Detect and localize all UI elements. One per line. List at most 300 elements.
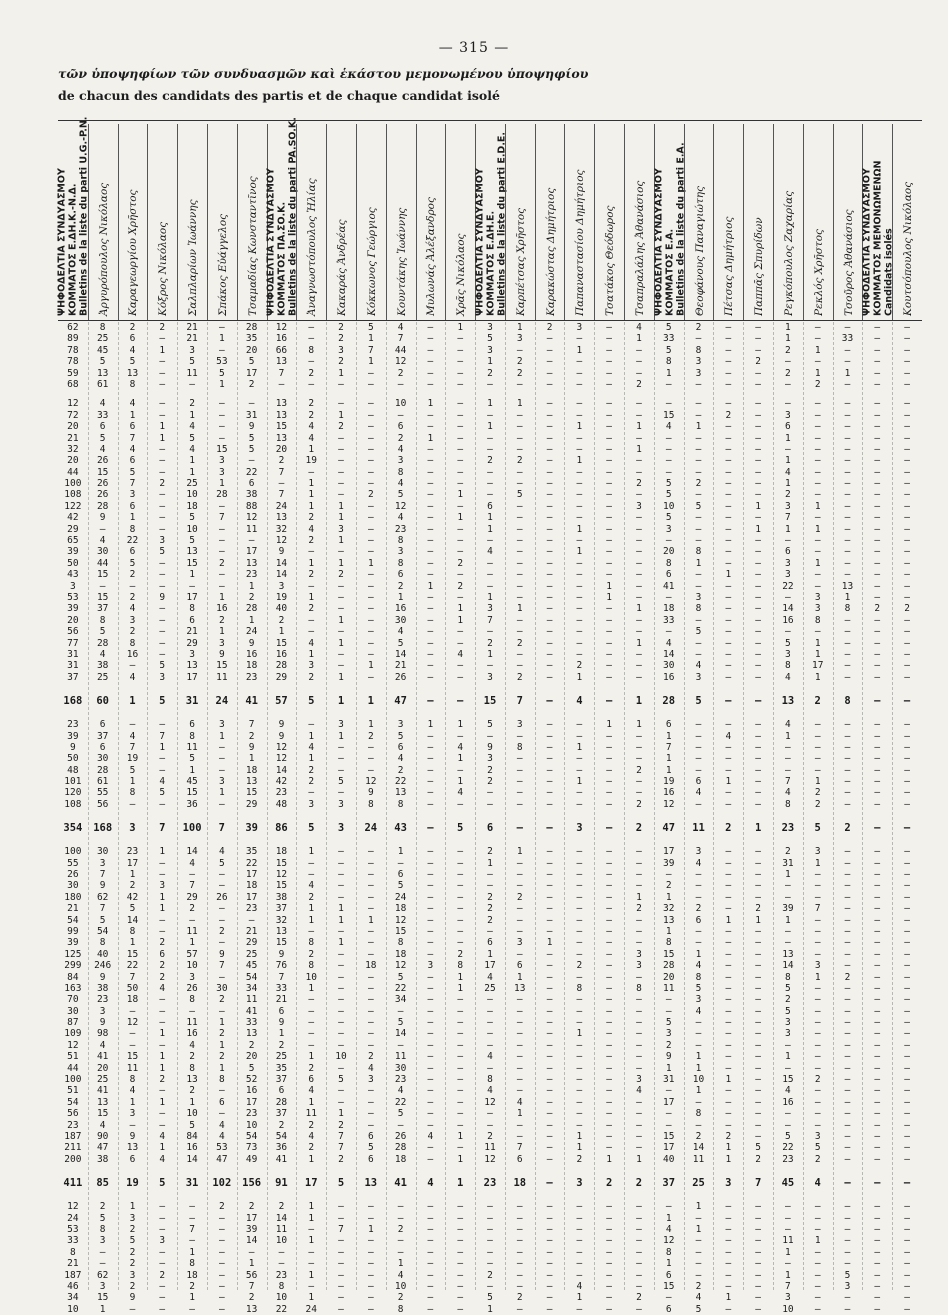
- table-cell: —: [159, 1258, 166, 1270]
- table-cell: —: [725, 603, 732, 615]
- table-cell: —: [218, 432, 225, 444]
- table-cell: 11: [126, 1062, 139, 1074]
- table-cell: —: [636, 1269, 642, 1281]
- table-cell: —: [487, 1039, 493, 1051]
- table-cell: 23: [96, 994, 109, 1006]
- table-cell: —: [904, 648, 910, 660]
- table-cell: 53: [216, 356, 228, 368]
- table-cell: —: [99, 523, 106, 535]
- table-cell: 2: [785, 994, 791, 1006]
- table-cell: —: [755, 1131, 761, 1142]
- table-cell: 6: [129, 500, 136, 512]
- table-cell: 55: [96, 787, 109, 799]
- table-cell: —: [367, 994, 374, 1006]
- table-cell: —: [606, 455, 613, 467]
- table-cell: —: [576, 1062, 583, 1074]
- table-cell: —: [725, 846, 732, 858]
- table-cell: —: [844, 994, 851, 1006]
- table-row: [58, 546, 922, 557]
- table-cell: 16: [275, 648, 288, 660]
- table-cell: —: [218, 322, 225, 333]
- table-cell: 44: [96, 557, 109, 569]
- table-cell: 6: [129, 1153, 136, 1165]
- table-cell: —: [874, 925, 881, 937]
- table-cell: 2: [487, 914, 493, 926]
- table-cell: —: [427, 869, 434, 881]
- table-cell: 3: [338, 798, 344, 810]
- table-cell: 1: [457, 489, 464, 501]
- table-cell: —: [874, 1017, 881, 1029]
- table-cell: 12: [67, 398, 79, 410]
- table-cell: —: [159, 994, 166, 1006]
- table-cell: 4: [99, 648, 106, 660]
- table-cell: 1: [635, 695, 643, 708]
- table-cell: —: [636, 741, 642, 753]
- table-cell: —: [546, 960, 553, 972]
- table-cell: —: [844, 776, 851, 788]
- table-cell: 12: [67, 1039, 79, 1051]
- table-cell: —: [546, 1280, 553, 1292]
- table-cell: —: [516, 1017, 523, 1029]
- table-cell: —: [516, 512, 523, 524]
- table-cell: —: [308, 1258, 315, 1270]
- table-cell: 53: [67, 591, 79, 603]
- table-cell: 28: [663, 960, 675, 972]
- table-cell: —: [755, 671, 761, 683]
- table-cell: —: [457, 695, 464, 708]
- table-cell: —: [844, 1051, 851, 1063]
- column-header: [296, 124, 327, 320]
- table-cell: 1: [338, 1108, 344, 1120]
- table-cell: —: [546, 1142, 553, 1154]
- table-cell: —: [606, 1258, 613, 1270]
- table-cell: —: [606, 1201, 613, 1213]
- table-cell: 1: [576, 1028, 583, 1040]
- table-cell: —: [516, 787, 523, 799]
- table-cell: —: [665, 378, 672, 390]
- table-cell: 1: [755, 914, 761, 926]
- column-header: [624, 124, 655, 320]
- table-cell: —: [874, 523, 881, 535]
- table-cell: 2: [248, 1292, 255, 1304]
- table-cell: —: [755, 925, 761, 937]
- table-cell: 15: [782, 1074, 794, 1086]
- table-cell: —: [755, 1258, 761, 1270]
- table-cell: —: [904, 455, 910, 467]
- table-cell: —: [725, 557, 732, 569]
- table-cell: —: [367, 1212, 374, 1224]
- table-cell: 4: [487, 546, 493, 558]
- table-cell: —: [844, 443, 851, 455]
- table-cell: —: [308, 614, 315, 626]
- table-cell: 1: [695, 1062, 702, 1074]
- table-cell: 40: [96, 948, 109, 960]
- table-cell: 11: [186, 1017, 198, 1029]
- party-list-label: ΨΗΦΟΔΕΛΤΙΑ ΣΥΝΔΥΑΣΜΟΥ ΚΟΜΜΑΤΟΣ Ε.ΔΗ.Ε. Bulletins de la liste du parti E.D.E.: [474, 131, 508, 316]
- table-cell: 68: [67, 378, 79, 390]
- table-cell: 4: [159, 776, 166, 788]
- table-cell: —: [218, 741, 225, 753]
- table-cell: 1: [606, 719, 613, 731]
- table-row: [58, 649, 922, 660]
- table-cell: —: [546, 356, 553, 368]
- table-cell: 6: [159, 948, 166, 960]
- table-cell: 8: [665, 356, 672, 368]
- table-cell: 1: [814, 648, 821, 660]
- table-cell: —: [814, 1005, 821, 1017]
- table-cell: 1: [367, 557, 374, 569]
- table-cell: 24: [394, 891, 407, 903]
- table-cell: —: [814, 1269, 821, 1281]
- table-cell: 5: [397, 489, 404, 501]
- table-cell: —: [516, 1062, 523, 1074]
- table-cell: —: [546, 1085, 553, 1097]
- table-cell: 156: [242, 1177, 262, 1190]
- table-cell: 7: [814, 903, 821, 915]
- table-cell: —: [338, 891, 344, 903]
- table-cell: —: [606, 333, 613, 345]
- table-cell: —: [814, 432, 821, 444]
- table-cell: 17: [186, 671, 198, 683]
- table-cell: —: [814, 546, 821, 558]
- table-cell: —: [844, 671, 851, 683]
- table-cell: —: [874, 994, 881, 1006]
- table-cell: 47: [662, 822, 676, 835]
- table-cell: —: [367, 1005, 374, 1017]
- table-cell: —: [487, 432, 493, 444]
- table-cell: —: [367, 1258, 374, 1270]
- column-divider: [147, 322, 148, 1290]
- table-cell: 1: [516, 846, 523, 858]
- table-cell: —: [457, 1212, 464, 1224]
- table-cell: —: [755, 591, 761, 603]
- table-cell: 12: [663, 1235, 675, 1247]
- column-divider: [88, 322, 89, 1290]
- table-cell: —: [576, 857, 583, 869]
- table-cell: 19: [126, 753, 139, 765]
- table-cell: 1: [487, 421, 493, 433]
- table-cell: 29: [186, 637, 198, 649]
- table-cell: —: [338, 1201, 344, 1213]
- table-cell: —: [308, 787, 315, 799]
- table-cell: 7: [248, 719, 255, 731]
- table-cell: —: [904, 891, 910, 903]
- candidate-name: Μυλωνάς Ἀλέξανδρος: [425, 197, 438, 316]
- table-cell: —: [904, 982, 910, 994]
- table-cell: —: [487, 1005, 493, 1017]
- table-cell: 2: [278, 1119, 285, 1131]
- table-cell: 12: [394, 960, 407, 972]
- table-cell: 17: [245, 1096, 258, 1108]
- table-cell: —: [755, 937, 761, 949]
- table-cell: 72: [67, 409, 79, 421]
- table-cell: —: [159, 857, 166, 869]
- table-cell: 102: [212, 1177, 232, 1190]
- table-cell: 1: [397, 1258, 404, 1270]
- table-cell: 1: [427, 580, 434, 592]
- table-cell: 8: [278, 1280, 285, 1292]
- table-cell: —: [874, 322, 881, 333]
- table-cell: 2: [695, 903, 702, 915]
- table-cell: —: [99, 580, 106, 592]
- table-cell: 2: [665, 880, 672, 892]
- table-cell: 3: [189, 971, 195, 983]
- table-cell: —: [367, 637, 374, 649]
- table-cell: 84: [186, 1131, 198, 1142]
- table-cell: —: [457, 535, 464, 547]
- table-cell: —: [427, 512, 434, 524]
- table-cell: 1: [814, 637, 821, 649]
- table-cell: —: [427, 1142, 434, 1154]
- table-cell: —: [367, 1119, 374, 1131]
- table-cell: —: [636, 880, 642, 892]
- table-row: [58, 581, 922, 592]
- table-cell: 2: [635, 822, 643, 835]
- table-cell: —: [338, 648, 344, 660]
- table-cell: 1: [457, 603, 464, 615]
- table-cell: 2: [487, 903, 493, 915]
- table-cell: 2: [99, 1201, 106, 1213]
- table-cell: 122: [64, 500, 82, 512]
- table-cell: 15: [394, 925, 407, 937]
- table-cell: —: [814, 1119, 821, 1131]
- table-cell: —: [427, 1153, 434, 1165]
- table-cell: 65: [67, 535, 79, 547]
- table-cell: 2: [397, 1292, 404, 1304]
- table-cell: —: [427, 603, 434, 615]
- table-cell: 3: [576, 822, 583, 835]
- table-cell: —: [636, 1142, 642, 1154]
- table-row: [58, 892, 922, 903]
- table-cell: —: [904, 741, 910, 753]
- table-cell: —: [636, 1258, 642, 1270]
- table-cell: —: [725, 500, 732, 512]
- table-cell: —: [755, 637, 761, 649]
- table-cell: —: [546, 1131, 553, 1142]
- table-cell: —: [159, 466, 166, 478]
- table-cell: 4: [397, 1269, 404, 1281]
- table-cell: —: [367, 580, 374, 592]
- table-cell: 28: [216, 489, 228, 501]
- table-row: [58, 1085, 922, 1096]
- table-cell: 41: [245, 695, 258, 708]
- candidate-name: Σπάκος Εὐάγγελος: [216, 213, 229, 316]
- table-cell: 9: [248, 741, 255, 753]
- table-cell: 61: [96, 776, 109, 788]
- table-cell: —: [516, 1039, 523, 1051]
- table-cell: —: [189, 1201, 195, 1213]
- table-cell: 1: [695, 1051, 702, 1063]
- table-cell: 60: [96, 695, 109, 708]
- table-cell: —: [367, 1246, 374, 1258]
- table-cell: 1: [516, 971, 523, 983]
- table-row: [58, 742, 922, 753]
- table-cell: —: [546, 1028, 553, 1040]
- table-cell: 354: [63, 822, 83, 835]
- table-cell: —: [725, 695, 732, 708]
- table-cell: 1: [457, 1177, 464, 1190]
- table-cell: 1: [308, 1201, 315, 1213]
- table-cell: —: [755, 432, 761, 444]
- table-cell: 12: [245, 512, 258, 524]
- table-cell: 1: [367, 695, 374, 708]
- table-cell: 17: [245, 546, 258, 558]
- table-cell: —: [427, 891, 434, 903]
- table-cell: —: [129, 1005, 136, 1017]
- table-cell: —: [695, 1017, 702, 1029]
- table-cell: 3: [785, 557, 791, 569]
- table-cell: 1: [159, 1062, 166, 1074]
- table-cell: —: [338, 1212, 344, 1224]
- table-cell: 2: [605, 1177, 613, 1190]
- table-cell: —: [695, 741, 702, 753]
- table-cell: 18: [245, 880, 258, 892]
- table-cell: 30: [216, 982, 228, 994]
- table-cell: 4: [665, 1223, 672, 1235]
- column-header: [892, 124, 923, 320]
- table-cell: 6: [367, 1131, 374, 1142]
- column-header: [386, 124, 417, 320]
- table-cell: —: [427, 1212, 434, 1224]
- table-cell: —: [576, 1201, 583, 1213]
- table-cell: —: [755, 466, 761, 478]
- table-cell: 8: [99, 937, 106, 949]
- table-cell: 38: [245, 489, 258, 501]
- table-cell: 5: [189, 753, 195, 765]
- table-cell: 3: [785, 500, 791, 512]
- table-cell: —: [814, 1201, 821, 1213]
- table-cell: —: [218, 523, 225, 535]
- table-cell: —: [874, 535, 881, 547]
- table-cell: —: [457, 764, 464, 776]
- table-cell: —: [546, 741, 553, 753]
- table-cell: —: [725, 455, 732, 467]
- table-cell: 1: [218, 378, 225, 390]
- table-cell: —: [427, 378, 434, 390]
- table-cell: 1: [487, 523, 493, 535]
- table-cell: 16: [186, 1028, 198, 1040]
- table-cell: 4: [695, 660, 702, 672]
- table-cell: 23: [394, 1074, 407, 1086]
- table-cell: 1: [218, 1017, 225, 1029]
- table-cell: —: [516, 1269, 523, 1281]
- table-cell: —: [338, 603, 344, 615]
- table-cell: 44: [394, 344, 407, 356]
- table-cell: —: [904, 1062, 910, 1074]
- table-cell: —: [457, 398, 464, 410]
- table-cell: —: [874, 1039, 881, 1051]
- table-cell: —: [874, 443, 881, 455]
- table-cell: —: [546, 695, 553, 708]
- table-cell: —: [874, 719, 881, 731]
- table-cell: 13: [841, 580, 854, 592]
- table-cell: 50: [67, 753, 79, 765]
- table-cell: 3: [367, 1074, 374, 1086]
- table-cell: —: [874, 512, 881, 524]
- table-cell: —: [427, 937, 434, 949]
- table-cell: —: [904, 367, 910, 379]
- table-cell: —: [159, 455, 166, 467]
- table-cell: 9: [99, 512, 106, 524]
- column-divider: [416, 322, 417, 1290]
- table-cell: —: [427, 591, 434, 603]
- table-cell: —: [546, 971, 553, 983]
- table-cell: 21: [186, 322, 198, 333]
- table-cell: —: [576, 1085, 583, 1097]
- table-cell: 2: [129, 880, 136, 892]
- table-cell: —: [308, 356, 315, 368]
- table-cell: —: [874, 982, 881, 994]
- table-cell: —: [308, 994, 315, 1006]
- table-cell: —: [636, 591, 642, 603]
- table-cell: —: [814, 914, 821, 926]
- table-cell: 3: [785, 1028, 791, 1040]
- table-cell: 37: [275, 903, 288, 915]
- table-cell: —: [844, 937, 851, 949]
- table-cell: —: [516, 535, 523, 547]
- table-cell: 5: [99, 432, 106, 444]
- table-cell: —: [755, 1292, 761, 1304]
- table-cell: —: [606, 489, 613, 501]
- table-cell: —: [785, 764, 791, 776]
- table-cell: —: [457, 421, 464, 433]
- table-cell: —: [576, 846, 583, 858]
- table-cell: 3: [695, 994, 702, 1006]
- table-cell: 299: [64, 960, 82, 972]
- table-cell: 51: [67, 1051, 79, 1063]
- table-cell: 18: [245, 660, 258, 672]
- table-cell: 1: [218, 626, 225, 638]
- table-cell: —: [755, 1028, 761, 1040]
- table-cell: —: [874, 1005, 881, 1017]
- table-cell: —: [874, 614, 881, 626]
- table-cell: 25: [484, 982, 496, 994]
- table-cell: —: [367, 741, 374, 753]
- table-cell: —: [189, 1212, 195, 1224]
- column-header: [713, 124, 744, 320]
- table-cell: —: [695, 489, 702, 501]
- table-cell: 1: [814, 367, 821, 379]
- table-cell: —: [338, 948, 344, 960]
- table-cell: —: [546, 846, 553, 858]
- table-cell: 3: [129, 489, 136, 501]
- table-cell: 18: [186, 500, 198, 512]
- table-cell: 28: [96, 637, 109, 649]
- table-cell: —: [159, 443, 166, 455]
- table-cell: 3: [487, 322, 493, 333]
- table-cell: 6: [99, 421, 106, 433]
- table-cell: 1: [427, 432, 434, 444]
- table-cell: —: [546, 455, 553, 467]
- table-cell: 3: [218, 455, 225, 467]
- table-cell: 31: [185, 1177, 199, 1190]
- table-cell: —: [218, 580, 225, 592]
- table-cell: 2: [844, 971, 851, 983]
- table-cell: 62: [96, 891, 109, 903]
- table-cell: —: [487, 1212, 493, 1224]
- vote-table: [58, 322, 922, 1315]
- table-cell: 21: [186, 333, 198, 345]
- table-cell: 5: [844, 1269, 851, 1281]
- table-cell: 1: [576, 421, 583, 433]
- table-cell: —: [546, 1017, 553, 1029]
- table-cell: —: [844, 1223, 851, 1235]
- table-cell: 5: [755, 1142, 761, 1154]
- table-cell: 2: [755, 1153, 761, 1165]
- table-cell: —: [844, 1119, 851, 1131]
- table-cell: 4: [665, 637, 672, 649]
- table-cell: —: [904, 1235, 910, 1247]
